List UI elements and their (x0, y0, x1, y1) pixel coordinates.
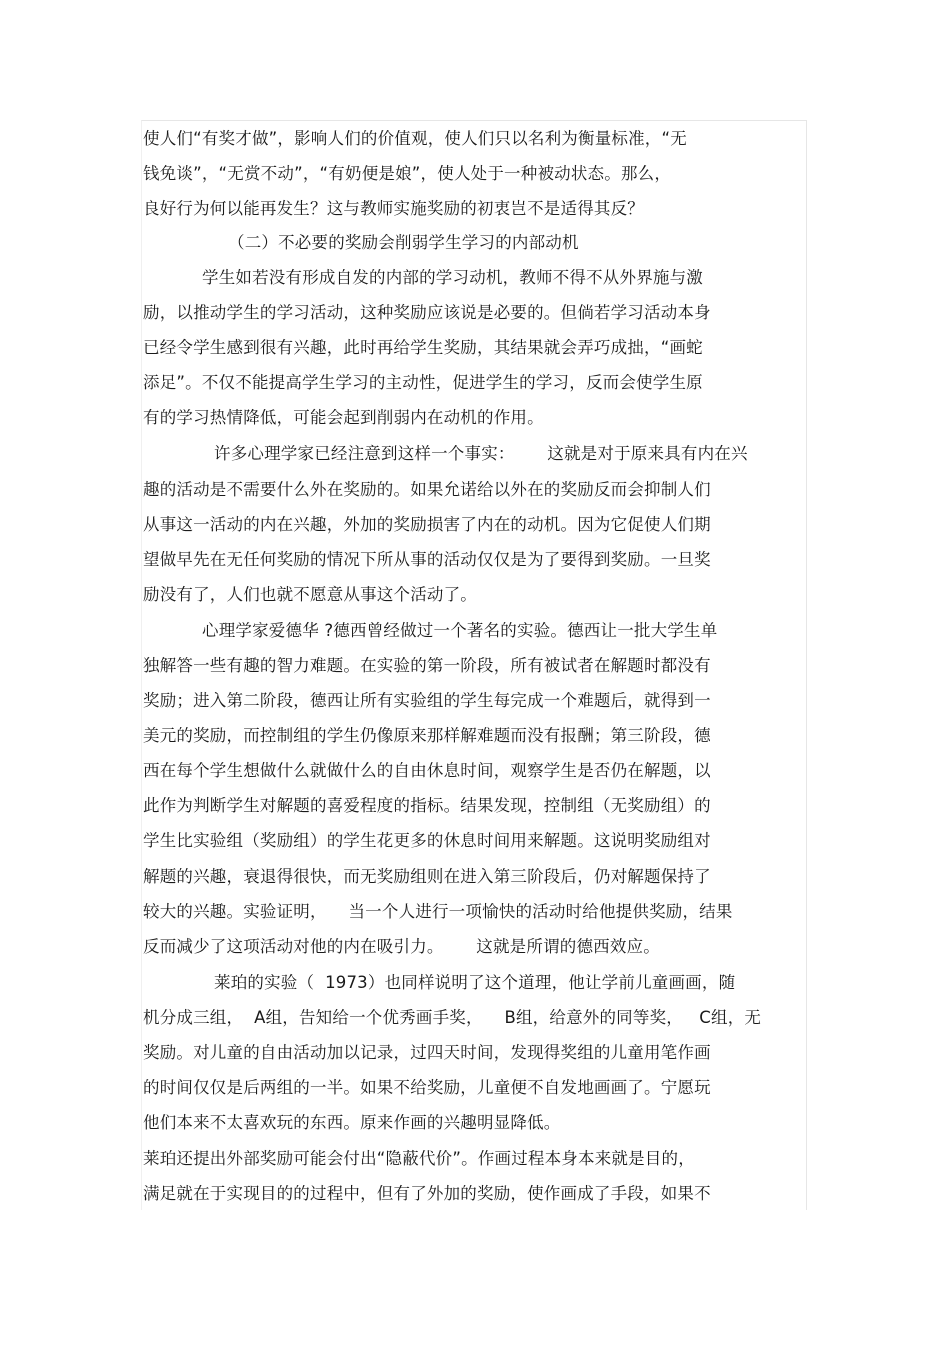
text-line: 学生如若没有形成自发的内部的学习动机，教师不得不从外界施与激 (202, 268, 703, 287)
text-line: 添足”。不仅不能提高学生学习的主动性，促进学生的学习，反而会使学生原 (143, 373, 703, 392)
text-line: 满足就在于实现目的的过程中，但有了外加的奖励，使作画成了手段，如果不 (143, 1184, 711, 1203)
text-line: 心理学家爱德华 ?德西曾经做过一个著名的实验。德西让一批大学生单 (202, 621, 718, 640)
text-line: 独解答一些有趣的智力难题。在实验的第一阶段，所有被试者在解题时都没有 (143, 656, 711, 675)
text-line: 良好行为何以能再发生？这与教师实施奖励的初衷岂不是适得其反？ (143, 199, 644, 218)
text-line: 奖励。对儿童的自由活动加以记录，过四天时间，发现得奖组的儿童用笔作画 (143, 1043, 711, 1062)
text-line: 美元的奖励，而控制组的学生仍像原来那样解难题而没有报酬；第三阶段，德 (143, 726, 711, 745)
text-line: 望做早先在无任何奖励的情况下所从事的活动仅仅是为了要得到奖励。一旦奖 (143, 550, 711, 569)
text-line: 的时间仅仅是后两组的一半。如果不给奖励，儿童便不自发地画画了。宁愿玩 (143, 1078, 711, 1097)
text-line: 励没有了，人们也就不愿意从事这个活动了。 (143, 585, 477, 604)
text-line: 较大的兴趣。实验证明， 当一个人进行一项愉快的活动时给他提供奖励，结果 (143, 902, 733, 921)
text-line: 使人们“有奖才做”，影响人们的价值观，使人们只以名利为衡量标准，“无 (143, 129, 687, 148)
text-line: 他们本来不太喜欢玩的东西。原来作画的兴趣明显降低。 (143, 1113, 561, 1132)
text-line: 此作为判断学生对解题的喜爱程度的指标。结果发现，控制组（无奖励组）的 (143, 796, 711, 815)
text-line: 反而减少了这项活动对他的内在吸引力。 这就是所谓的德西效应。 (143, 937, 660, 956)
text-line: 许多心理学家已经注意到这样一个事实： 这就是对于原来具有内在兴 (214, 444, 748, 463)
text-line: 已经令学生感到很有兴趣，此时再给学生奖励，其结果就会弄巧成拙，“画蛇 (143, 338, 703, 357)
text-line: 钱免谈”，“无赏不动”，“有奶便是娘”，使人处于一种被动状态。那么， (143, 164, 672, 183)
text-line: 学生比实验组（奖励组）的学生花更多的休息时间用来解题。这说明奖励组对 (143, 831, 711, 850)
text-line: 莱珀的实验（ 1973）也同样说明了这个道理，他让学前儿童画画，随 (214, 973, 736, 992)
text-line: 机分成三组， A组，告知给一个优秀画手奖， B组，给意外的同等奖， C组，无 (143, 1008, 762, 1027)
text-line: 解题的兴趣，衰退得很快，而无奖励组则在进入第三阶段后，仍对解题保持了 (143, 867, 711, 886)
text-line: 莱珀还提出外部奖励可能会付出“隐蔽代价”。作画过程本身本来就是目的， (143, 1149, 695, 1168)
text-line: 奖励；进入第二阶段，德西让所有实验组的学生每完成一个难题后，就得到一 (143, 691, 711, 710)
section-heading: （二）不必要的奖励会削弱学生学习的内部动机 (228, 233, 579, 252)
text-line: 励，以推动学生的学习活动，这种奖励应该说是必要的。但倘若学习活动本身 (143, 303, 711, 322)
text-line: 从事这一活动的内在兴趣，外加的奖励损害了内在的动机。因为它促使人们期 (143, 515, 711, 534)
text-line: 西在每个学生想做什么就做什么的自由休息时间，观察学生是否仍在解题，以 (143, 761, 711, 780)
text-line: 趣的活动是不需要什么外在奖励的。如果允诺给以外在的奖励反而会抑制人们 (143, 480, 711, 499)
text-line: 有的学习热情降低，可能会起到削弱内在动机的作用。 (143, 408, 544, 427)
